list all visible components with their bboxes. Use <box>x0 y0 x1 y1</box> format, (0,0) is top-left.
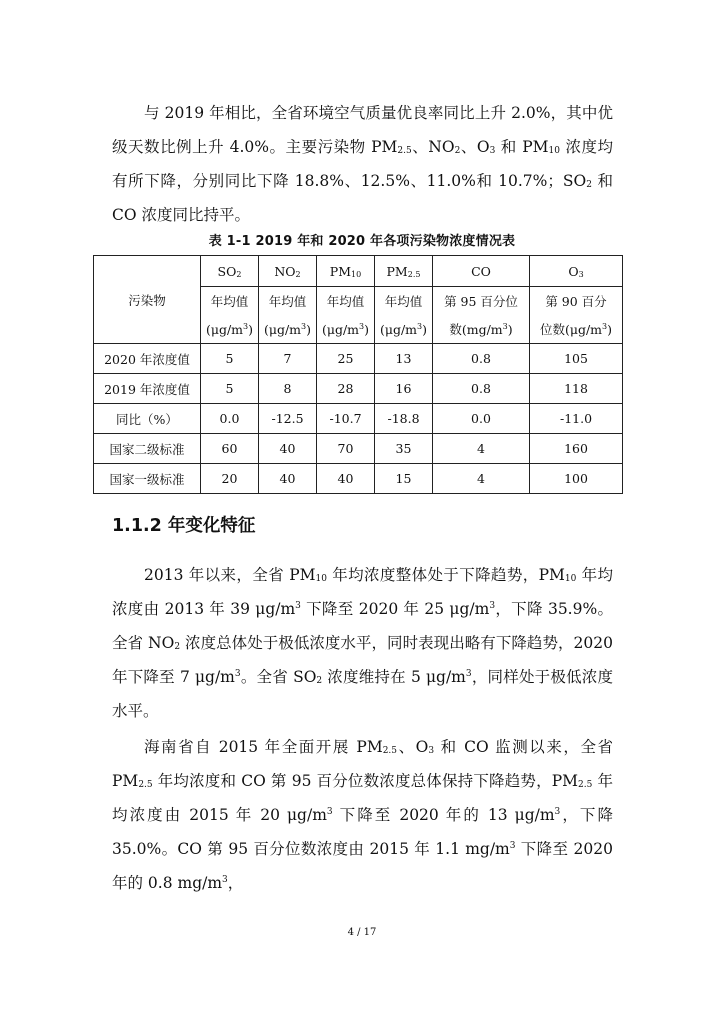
unit-cell: $(\mu g/m^3)$ <box>259 315 317 344</box>
pollutant-concentration-table <box>93 255 623 494</box>
table-cell: -12.5 <box>259 404 317 434</box>
unit-cell: $(\mu g/m^3)$ <box>317 315 375 344</box>
table-cell: 25 <box>317 344 375 374</box>
table-row <box>94 374 623 404</box>
col-header-so2: $SO_2$ <box>201 256 259 287</box>
table-cell: 118 <box>530 374 623 404</box>
intro-paragraph: 与 2019 年相比，全省环境空气质量优良率同比上升 2.0%，其中优级天数比例上升 4.0%。主要污染物 $PM_{2.5}$、$NO_2$、$O_3$ 和 $PM_{10}$ 浓度均有所下降，分别同比下降 18.8%、12.5%、11.0%和 10.7%；$SO_2$ 和 CO 浓度同比持平。 <box>112 104 613 224</box>
trend-paragraph-pm25: 海南省自 2015 年全面开展 $PM_{2.5}$、$O_3$ 和 CO 监测以来，全省 $PM_{2.5}$ 年均浓度和 CO 第 95 百分位数浓度总体保持下降趋势，$PM_{2.5}$ 年均浓度由 2015 年 20 $\mu g/m^3$ 下降至 2020 年的 13 $\mu g/m^3$，下降 35.0%。CO 第 95 百分位数浓度由 2015 年 1.1 $mg/m^3$ 下降至 2020 年的 0.8 $mg/m^3$， <box>112 738 613 892</box>
table-cell: 60 <box>201 434 259 464</box>
table-cell: 0.8 <box>433 344 530 374</box>
table-cell: 100 <box>530 464 623 494</box>
table-row <box>94 464 623 494</box>
pollutant-label-cell: 污染物 <box>94 256 201 344</box>
table-header-row <box>94 256 623 287</box>
table-cell: 35 <box>375 434 433 464</box>
table-cell: 8 <box>259 374 317 404</box>
table-cell: 70 <box>317 434 375 464</box>
col-header-pm10: $PM_{10}$ <box>317 256 375 287</box>
unit-cell: $(\mu g/m^3)$ <box>375 315 433 344</box>
table-cell: 28 <box>317 374 375 404</box>
table-cell: 7 <box>259 344 317 374</box>
row-label: 2020 年浓度值 <box>94 344 201 374</box>
table-cell: 105 <box>530 344 623 374</box>
section-heading: 1.1.2 年变化特征 <box>112 516 256 536</box>
unit-cell: 数$(mg/m^3)$ <box>433 315 530 344</box>
table-cell: 13 <box>375 344 433 374</box>
table-row <box>94 344 623 374</box>
trend-paragraph-pm10: 2013 年以来，全省 $PM_{10}$ 年均浓度整体处于下降趋势，$PM_{10}$ 年均浓度由 2013 年 39 $\mu g/m^3$ 下降至 2020 年 25 $\mu g/m^3$，下降 35.9%。全省 $NO_2$ 浓度总体处于极低浓度水平，同时表现出略有下降趋势，2020 年下降至 7 $\mu g/m^3$。全省 $SO_2$ 浓度维持在 5 $\mu g/m^3$，同样处于极低浓度水平。 <box>112 566 613 720</box>
table-cell: 15 <box>375 464 433 494</box>
unit-cell: 位数$(\mu g/m^3)$ <box>530 315 623 344</box>
row-label: 2019 年浓度值 <box>94 374 201 404</box>
table-cell: 5 <box>201 374 259 404</box>
table-cell: 160 <box>530 434 623 464</box>
table-cell: 16 <box>375 374 433 404</box>
table-caption: 表 1-1 2019 年和 2020 年各项污染物浓度情况表 <box>208 234 516 249</box>
col-header-pm25: $PM_{2.5}$ <box>375 256 433 287</box>
table-cell: 40 <box>317 464 375 494</box>
table-cell: -10.7 <box>317 404 375 434</box>
table-cell: -11.0 <box>530 404 623 434</box>
table-row <box>94 434 623 464</box>
table-cell: 4 <box>433 464 530 494</box>
row-label: 国家一级标准 <box>94 464 201 494</box>
metric-cell: 第 90 百分 <box>530 287 623 316</box>
table-cell: 40 <box>259 434 317 464</box>
table-cell: 0.0 <box>433 404 530 434</box>
table-cell: 5 <box>201 344 259 374</box>
metric-cell: 年均值 <box>375 287 433 316</box>
table-cell: -18.8 <box>375 404 433 434</box>
col-header-o3: $O_3$ <box>530 256 623 287</box>
col-header-co: CO <box>433 256 530 287</box>
metric-cell: 年均值 <box>259 287 317 316</box>
table-cell: 0.0 <box>201 404 259 434</box>
page-number: 4 / 17 <box>347 927 377 938</box>
table-cell: 20 <box>201 464 259 494</box>
unit-cell: $(\mu g/m^3)$ <box>201 315 259 344</box>
metric-cell: 年均值 <box>317 287 375 316</box>
table-cell: 40 <box>259 464 317 494</box>
row-label: 国家二级标准 <box>94 434 201 464</box>
table-cell: 4 <box>433 434 530 464</box>
table-cell: 0.8 <box>433 374 530 404</box>
col-header-no2: $NO_2$ <box>259 256 317 287</box>
metric-cell: 年均值 <box>201 287 259 316</box>
row-label: 同比（%） <box>94 404 201 434</box>
metric-cell: 第 95 百分位 <box>433 287 530 316</box>
table-row <box>94 404 623 434</box>
